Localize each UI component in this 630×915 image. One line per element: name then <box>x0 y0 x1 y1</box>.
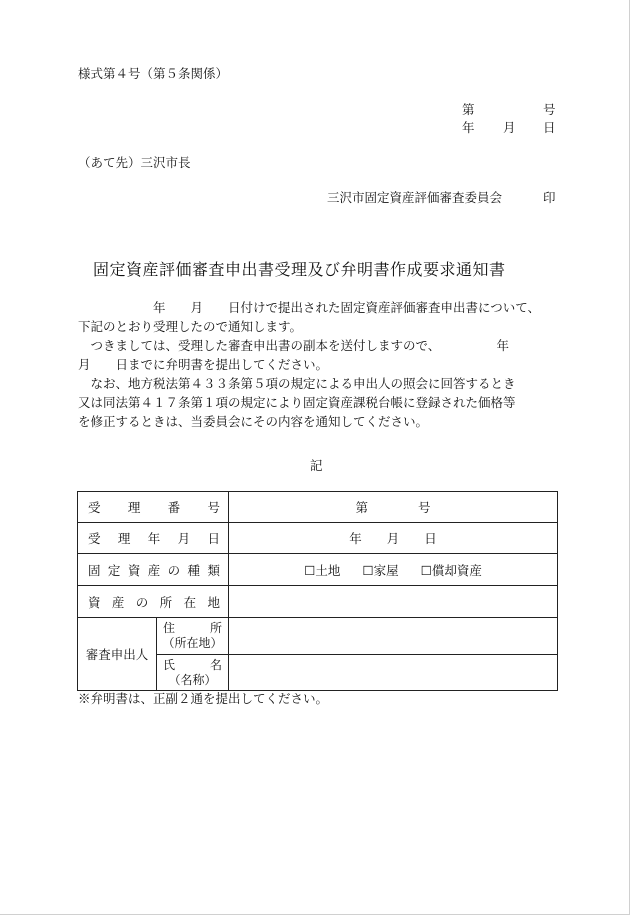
receipt-date-label: 受 理 年 月 日 <box>78 523 229 554</box>
asset-type-options <box>229 554 558 586</box>
body-line: なお、地方税法第４３３条第５項の規定による申出人の照会に回答するとき <box>78 376 516 391</box>
body-line: 年 月 日付けで提出された固定資産評価審査申出書について、 <box>78 300 541 315</box>
body-line: 下記のとおり受理したので通知します。 <box>78 319 303 334</box>
body-line: 月 日までに弁明書を提出してください。 <box>78 357 329 372</box>
doc-number-go: 号 <box>543 102 556 117</box>
doc-date-month: 月 <box>503 120 516 135</box>
asset-location-label: 資 産 の 所 在 地 <box>78 586 229 618</box>
asset-type-label: 固 定 資 産 の 種 類 <box>78 554 229 586</box>
ki-heading: 記 <box>310 458 323 473</box>
addressee: （あて先）三沢市長 <box>78 155 191 170</box>
receipt-table <box>77 491 558 691</box>
footnote: ※弁明書は、正副２通を提出してください。 <box>78 691 329 706</box>
body-paragraph <box>78 298 558 431</box>
body-line: を修正するときは、当委員会にその内容を通知してください。 <box>78 414 429 429</box>
address-label: 住 所 （所在地） <box>157 618 229 655</box>
applicant-label: 審査申出人 <box>78 618 157 691</box>
address-value[interactable] <box>229 618 558 655</box>
doc-date-year: 年 <box>462 120 475 135</box>
table-row <box>78 554 558 586</box>
table-row <box>78 492 558 523</box>
document-title: 固定資産評価審査申出書受理及び弁明書作成要求通知書 <box>93 260 506 279</box>
checkbox-depreciable-asset[interactable]: ☐償却資産 <box>420 562 482 578</box>
asset-location-value[interactable] <box>229 586 558 618</box>
issuer: 三沢市固定資産評価審査委員会 <box>327 190 503 205</box>
form-number: 様式第４号（第５条関係） <box>78 66 229 81</box>
body-line: 又は同法第４１７条第１項の規定により固定資産課税台帳に登録された価格等 <box>78 395 516 410</box>
receipt-date-value[interactable]: 年 月 日 <box>229 523 558 554</box>
table-row <box>78 586 558 618</box>
receipt-number-label: 受 理 番 号 <box>78 492 229 523</box>
table-row <box>78 523 558 554</box>
name-value[interactable] <box>229 655 558 691</box>
seal-mark: 印 <box>543 190 556 205</box>
checkbox-land[interactable]: ☐土地 <box>304 562 341 578</box>
name-label: 氏 名 （名称） <box>157 655 229 691</box>
table-row <box>78 618 558 655</box>
body-line: つきましては、受理した審査申出書の副本を送付しますので、 年 <box>78 338 510 353</box>
doc-number-dai: 第 <box>462 102 475 117</box>
receipt-number-value[interactable]: 第 号 <box>229 492 558 523</box>
doc-date-day: 日 <box>543 120 556 135</box>
checkbox-house[interactable]: ☐家屋 <box>362 562 399 578</box>
